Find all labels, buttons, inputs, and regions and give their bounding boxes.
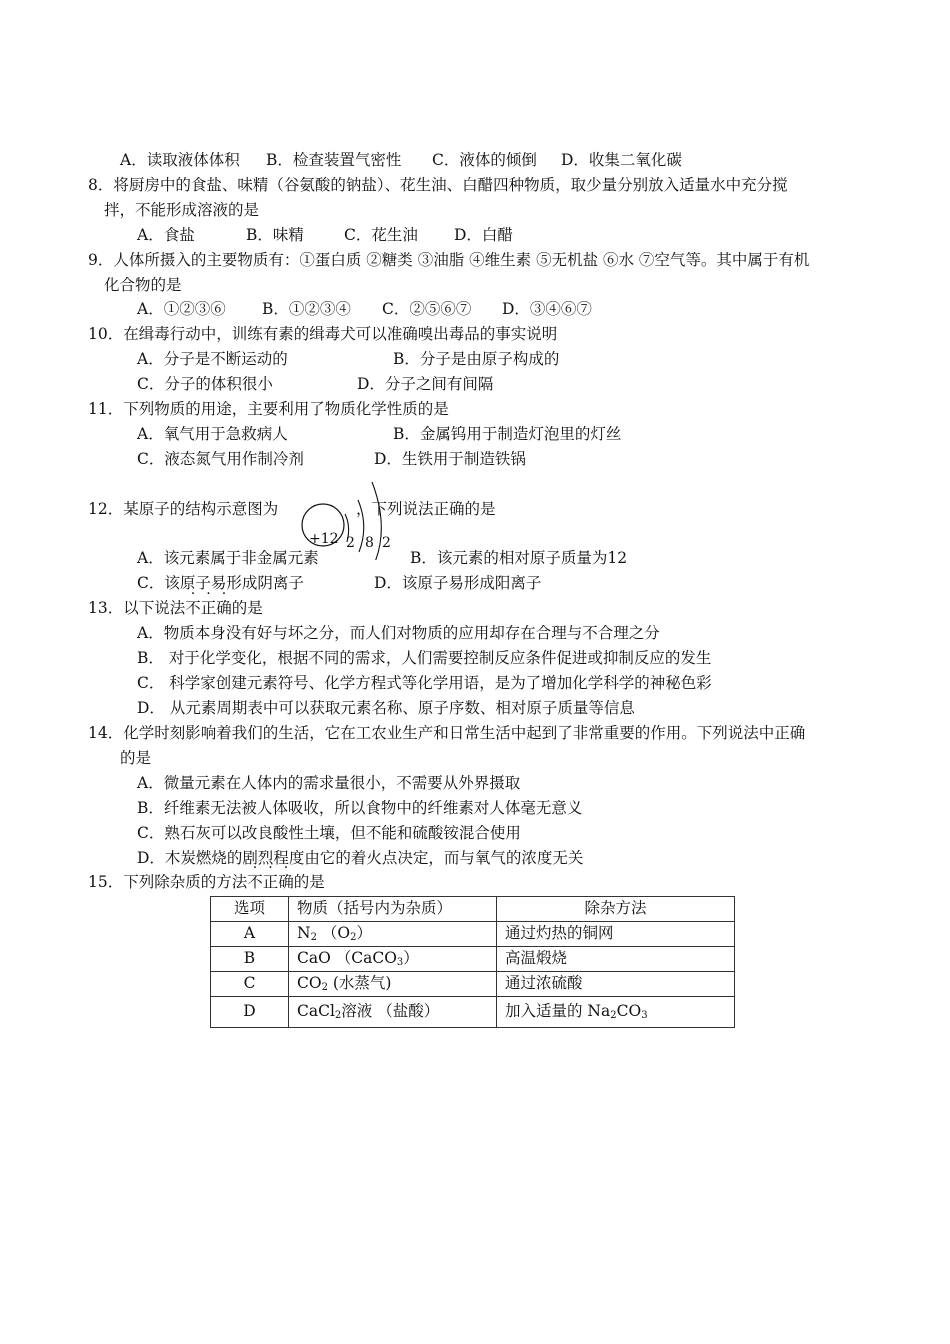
table-header-row — [211, 897, 735, 922]
substance-text: N — [297, 924, 311, 943]
substance-text: CaCl — [297, 1002, 335, 1021]
q13-stem-post: 的是 — [231, 599, 263, 617]
header-option: 选项 — [211, 897, 289, 922]
q12-stem-prefix: 12．某原子的结构示意图为 — [88, 500, 279, 518]
q15-emphasis-3: 确 — [278, 873, 294, 891]
q11-option-b: B．金属钨用于制造灯泡里的灯丝 — [393, 425, 622, 443]
shell-electrons-3: 2 — [382, 535, 391, 551]
q9-stem-line2: 化合物的是 — [104, 276, 182, 294]
q15-emphasis-2: 正 — [262, 873, 279, 891]
q13-emphasis-1: 不 — [185, 599, 201, 617]
row-option: B — [211, 947, 289, 972]
q10-option-c: C．分子的体积很小 — [137, 375, 273, 393]
q8-option-a: A．食盐 — [137, 226, 195, 244]
q14-option-c: C．熟石灰可以改良酸性土壤，但不能和硫酸铵混合使用 — [137, 824, 521, 842]
table-row — [211, 997, 735, 1028]
row-option: D — [211, 997, 289, 1028]
q8-stem-line1: 8．将厨房中的食盐、味精（谷氨酸的钠盐）、花生油、白醋四种物质，取少量分别放入适量水中充分搅 — [88, 176, 788, 194]
q13-stem-pre: 13．以下说法 — [88, 599, 186, 617]
subscript: 2 — [334, 1010, 342, 1022]
q8-option-c: C．花生油 — [344, 226, 418, 244]
nucleus-charge: +12 — [309, 531, 339, 547]
substance-end: (水蒸气) — [327, 974, 392, 993]
table-row — [211, 972, 735, 997]
q15-stem-pre: 15．下列除杂质的方法 — [88, 873, 248, 891]
q14-option-b: B．纤维素无法被人体吸收，所以食物中的纤维素对人体毫无意义 — [137, 799, 583, 817]
impurity-removal-table — [210, 896, 735, 1028]
q13-option-a: A．物质本身没有好与坏之分，而人们对物质的应用却存在合理与不合理之分 — [137, 624, 660, 642]
q15-stem — [88, 875, 325, 891]
row-option: A — [211, 922, 289, 947]
q14-option-d: D．木炭燃烧的剧烈程度由它的着火点决定，而与氧气的浓度无关 — [137, 849, 584, 867]
subscript: 3 — [641, 1010, 648, 1022]
q11-stem: 11．下列物质的用途，主要利用了物质化学性质的是 — [88, 400, 449, 418]
row-substance — [289, 972, 497, 997]
q13-emphasis-2: 正 — [200, 599, 217, 617]
substance-end: ） — [403, 949, 419, 968]
q15-stem-post: 的是 — [293, 873, 325, 891]
q14-stem-line1: 14．化学时刻影响着我们的生活，它在工农业生产和日常生活中起到了非常重要的作用。下列说法中正确 — [88, 724, 806, 742]
subscript: 2 — [310, 932, 317, 944]
row-substance — [289, 922, 497, 947]
subscript: 2 — [350, 932, 357, 944]
q13-emphasis-3: 确 — [216, 599, 232, 617]
header-method: 除杂方法 — [497, 897, 735, 922]
row-method — [497, 997, 735, 1028]
q9-stem-line1: 9．人体所摄入的主要物质有：①蛋白质 ②糖类 ③油脂 ④维生素 ⑤无机盐 ⑥水 ⑦空气等。其中属于有机 — [88, 251, 810, 269]
method-text: 加入适量的 Na — [505, 1002, 611, 1021]
q10-option-a: A．分子是不断运动的 — [137, 350, 288, 368]
row-method: 通过浓硫酸 — [497, 972, 735, 997]
q13-stem — [88, 601, 263, 617]
substance-text: CaO （CaCO — [297, 949, 397, 968]
q10-option-d: D．分子之间有间隔 — [357, 375, 494, 393]
shell-electrons-2: 8 — [365, 535, 374, 551]
q13-option-b: B． 对于化学变化，根据不同的需求，人们需要控制反应条件促进或抑制反应的发生 — [137, 649, 712, 667]
q12-option-d: D．该原子易形成阳离子 — [374, 574, 542, 592]
q7-option-d: D．收集二氧化碳 — [561, 151, 682, 169]
impurity-text: （O — [321, 924, 351, 943]
subscript: 2 — [610, 1010, 617, 1022]
electron-shell-arc-2 — [358, 500, 364, 552]
q13-option-c: C． 科学家创建元素符号、化学方程式等化学用语，是为了增加化学科学的神秘色彩 — [137, 674, 712, 692]
subscript: 3 — [396, 957, 404, 969]
q14-option-a: A．微量元素在人体内的需求量很小，不需要从外界摄取 — [137, 774, 521, 792]
substance-end: 溶液 （盐酸） — [341, 1002, 440, 1021]
q10-stem: 10．在缉毒行动中，训练有素的缉毒犬可以准确嗅出毒品的事实说明 — [88, 325, 558, 343]
q10-option-b: B．分子是由原子构成的 — [393, 350, 560, 368]
q8-option-b: B．味精 — [246, 226, 304, 244]
q11-option-a: A．氧气用于急救病人 — [137, 425, 288, 443]
q7-option-a: A．读取液体体积 — [120, 151, 240, 169]
q9-option-a: A．①②③⑥ — [137, 300, 226, 318]
q15-emphasis-1: 不 — [247, 873, 263, 891]
q13-option-d: D． 从元素周期表中可以获取元素名称、原子序数、相对原子质量等信息 — [137, 699, 635, 717]
q12-option-c: C．该原子易形成阴离子 — [137, 574, 304, 592]
q8-option-d: D．白醋 — [454, 226, 513, 244]
q14-stem-line2: 的是 — [120, 749, 152, 767]
q12-option-a: A．该元素属于非金属元素 — [137, 549, 319, 567]
q9-option-c: C．②⑤⑥⑦ — [382, 300, 472, 318]
q12-option-b: B．该元素的相对原子质量为12 — [410, 549, 628, 567]
row-method: 通过灼热的铜网 — [497, 922, 735, 947]
row-substance — [289, 947, 497, 972]
q12-stem-suffix: ，下列说法正确的是 — [356, 500, 496, 518]
table-row — [211, 922, 735, 947]
shell-electrons-1: 2 — [346, 535, 355, 551]
row-substance — [289, 997, 497, 1028]
q11-option-c: C．液态氮气用作制冷剂 — [137, 450, 304, 468]
atom-structure-diagram — [295, 480, 405, 560]
impurity-end: ） — [356, 924, 372, 943]
subscript: 2 — [321, 982, 328, 994]
row-option: C — [211, 972, 289, 997]
row-method: 高温煅烧 — [497, 947, 735, 972]
table-row — [211, 947, 735, 972]
q7-option-c: C．液体的倾倒 — [432, 151, 537, 169]
q8-stem-line2: 拌，不能形成溶液的是 — [104, 201, 260, 219]
q9-option-d: D．③④⑥⑦ — [502, 300, 592, 318]
substance-text: CO — [297, 974, 322, 993]
q9-option-b: B．①②③④ — [262, 300, 351, 318]
q7-option-b: B．检查装置气密性 — [266, 151, 402, 169]
q11-option-d: D．生铁用于制造铁锅 — [374, 450, 526, 468]
header-substance: 物质（括号内为杂质） — [289, 897, 497, 922]
method-text-mid: CO — [616, 1002, 642, 1021]
